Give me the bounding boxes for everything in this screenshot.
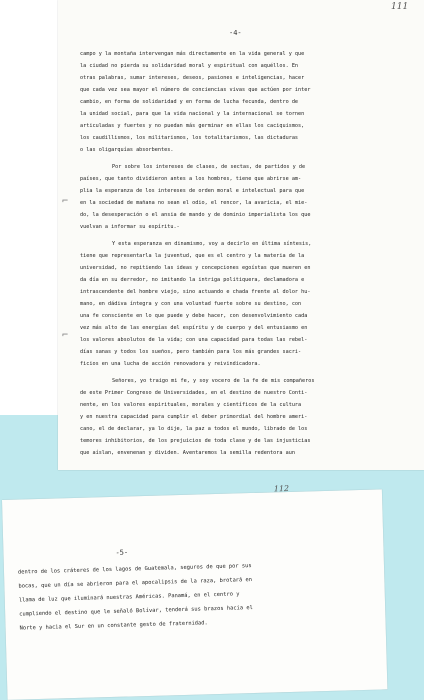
text-line: do, la desesperación o el ansia de mando y de dominio imperialista los que (80, 212, 311, 218)
text-line: dentro de los cráteres de los lagos de Guatemala, seguros de que por sus (17, 563, 252, 576)
text-line: cumpliendo el destino que le señaló Bolívar, tenderá sus brazos hacia el (19, 605, 253, 618)
page-number: -5- (115, 548, 129, 557)
document-page-4 (58, 0, 424, 470)
text-line: los valores absolutos de la vida; con una capacidad para todas las rebel- (80, 337, 308, 343)
text-line: y en nuestra capacidad para cumplir el deber primordial del hombre ameri- (80, 414, 308, 420)
text-line: Señores, yo traigo mi fe, y soy vocero de la fe de mis compañeros (112, 378, 315, 384)
text-line: una fe consciente en lo que puede y debe hacer, con desenvolvimiento cada (80, 313, 308, 319)
text-line: la unidad social, para que la vida nacional y la internacional se tornen (80, 111, 305, 117)
text-line: Y esta esperanza en dinamismo, voy a decirlo en última síntesis, (112, 241, 312, 247)
page-corner-mark: 111 (391, 2, 409, 12)
text-line: ficios en una lucha de acción renovadora y reivindicadora. (80, 361, 261, 367)
text-line: otras palabras, sumar intereses, deseos, pasiones e inteligencias, hacer (80, 75, 305, 81)
page-corner-mark: 112 (273, 483, 290, 494)
text-line: da día en su derredor, no imitando la intriga politiquera, declamadora e (80, 277, 305, 283)
text-line: que aíslan, envenenan y dividen. Aventaremos la semilla redentora aun (80, 450, 295, 456)
text-line: cambio, en forma de solidaridad y en forma de lucha fecunda, dentro de (80, 99, 299, 105)
text-line: que cada vez sea mayor el número de conciencias vivas que actúen por inter (80, 87, 311, 93)
text-line: en la sociedad de mañana no sean el odio, el rencor, la avaricia, el mie- (80, 200, 308, 206)
text-line: países, que tanto dividieron antes a los hombres, tiene que abrirse am- (80, 176, 302, 182)
text-line: bocas, que un día se abrieron para el apocalipsis de la raza, brotará en (18, 577, 253, 590)
text-line: plia la esperanza de los intereses de orden moral e intelectual para que (80, 188, 305, 194)
text-line: articuladas y fuertes y no puedan más germinar en ellas los caciquismos, (80, 123, 305, 129)
page-number: -4- (229, 29, 242, 37)
text-line: cano, el de declarar, ya lo dije, la paz a todos el mundo, librado de los (80, 426, 308, 432)
margin-mark-icon: ⌐ (62, 330, 69, 341)
margin-mark-icon: ⌐ (62, 196, 69, 207)
text-line: Norte y hacia el Sur en un constante gesto de fraternidad. (19, 620, 208, 632)
document-page-5 (2, 483, 387, 700)
text-line: llama de luz que iluminará nuestras Américas. Panamá, en el centro y (18, 591, 240, 604)
text-line: intrascendente del hombre viejo, sino actuando e chada frente al dolor hu- (80, 289, 311, 295)
text-line: de este Primer Congreso de Universidades, en el destino de nuestro Conti- (80, 390, 308, 396)
text-line: la ciudad no pierda su solidaridad moral y espiritual con aquéllos. En (80, 63, 299, 69)
text-line: nente, en los valores espirituales, morales y científicos de la cultura (80, 402, 302, 408)
text-line: vez más alto de las energías del espíritu y de cuerpo y del entusiasmo en (80, 325, 308, 331)
text-line: campo y la montaña intervengan más directamente en la vida general y que (80, 51, 305, 57)
text-line: o las oligarquías absorbentes. (80, 147, 174, 153)
text-line: mano, en dádiva íntegra y con una voluntad fuerte sobre su destino, con (80, 301, 302, 307)
text-line: Por sobre los intereses de clases, de sectas, de partidos y de (112, 164, 306, 170)
text-line: temores inhibitorios, de los prejuicios de toda clase y de las injusticias (80, 438, 311, 444)
text-line: vuelvan a informar su espíritu.- (80, 224, 180, 230)
text-line: tiene que representarla la juventud, que es el centro y la materia de la (80, 253, 305, 259)
text-line: universidad, no repitiendo las ideas y concepciones egoístas que mueren en (80, 265, 311, 271)
text-line: días sanas y todos los sueños, pero también para los más grandes sacri- (80, 349, 302, 355)
text-line: los caudillismos, los militarismos, los totalitarismos, las dictaduras (80, 135, 299, 141)
